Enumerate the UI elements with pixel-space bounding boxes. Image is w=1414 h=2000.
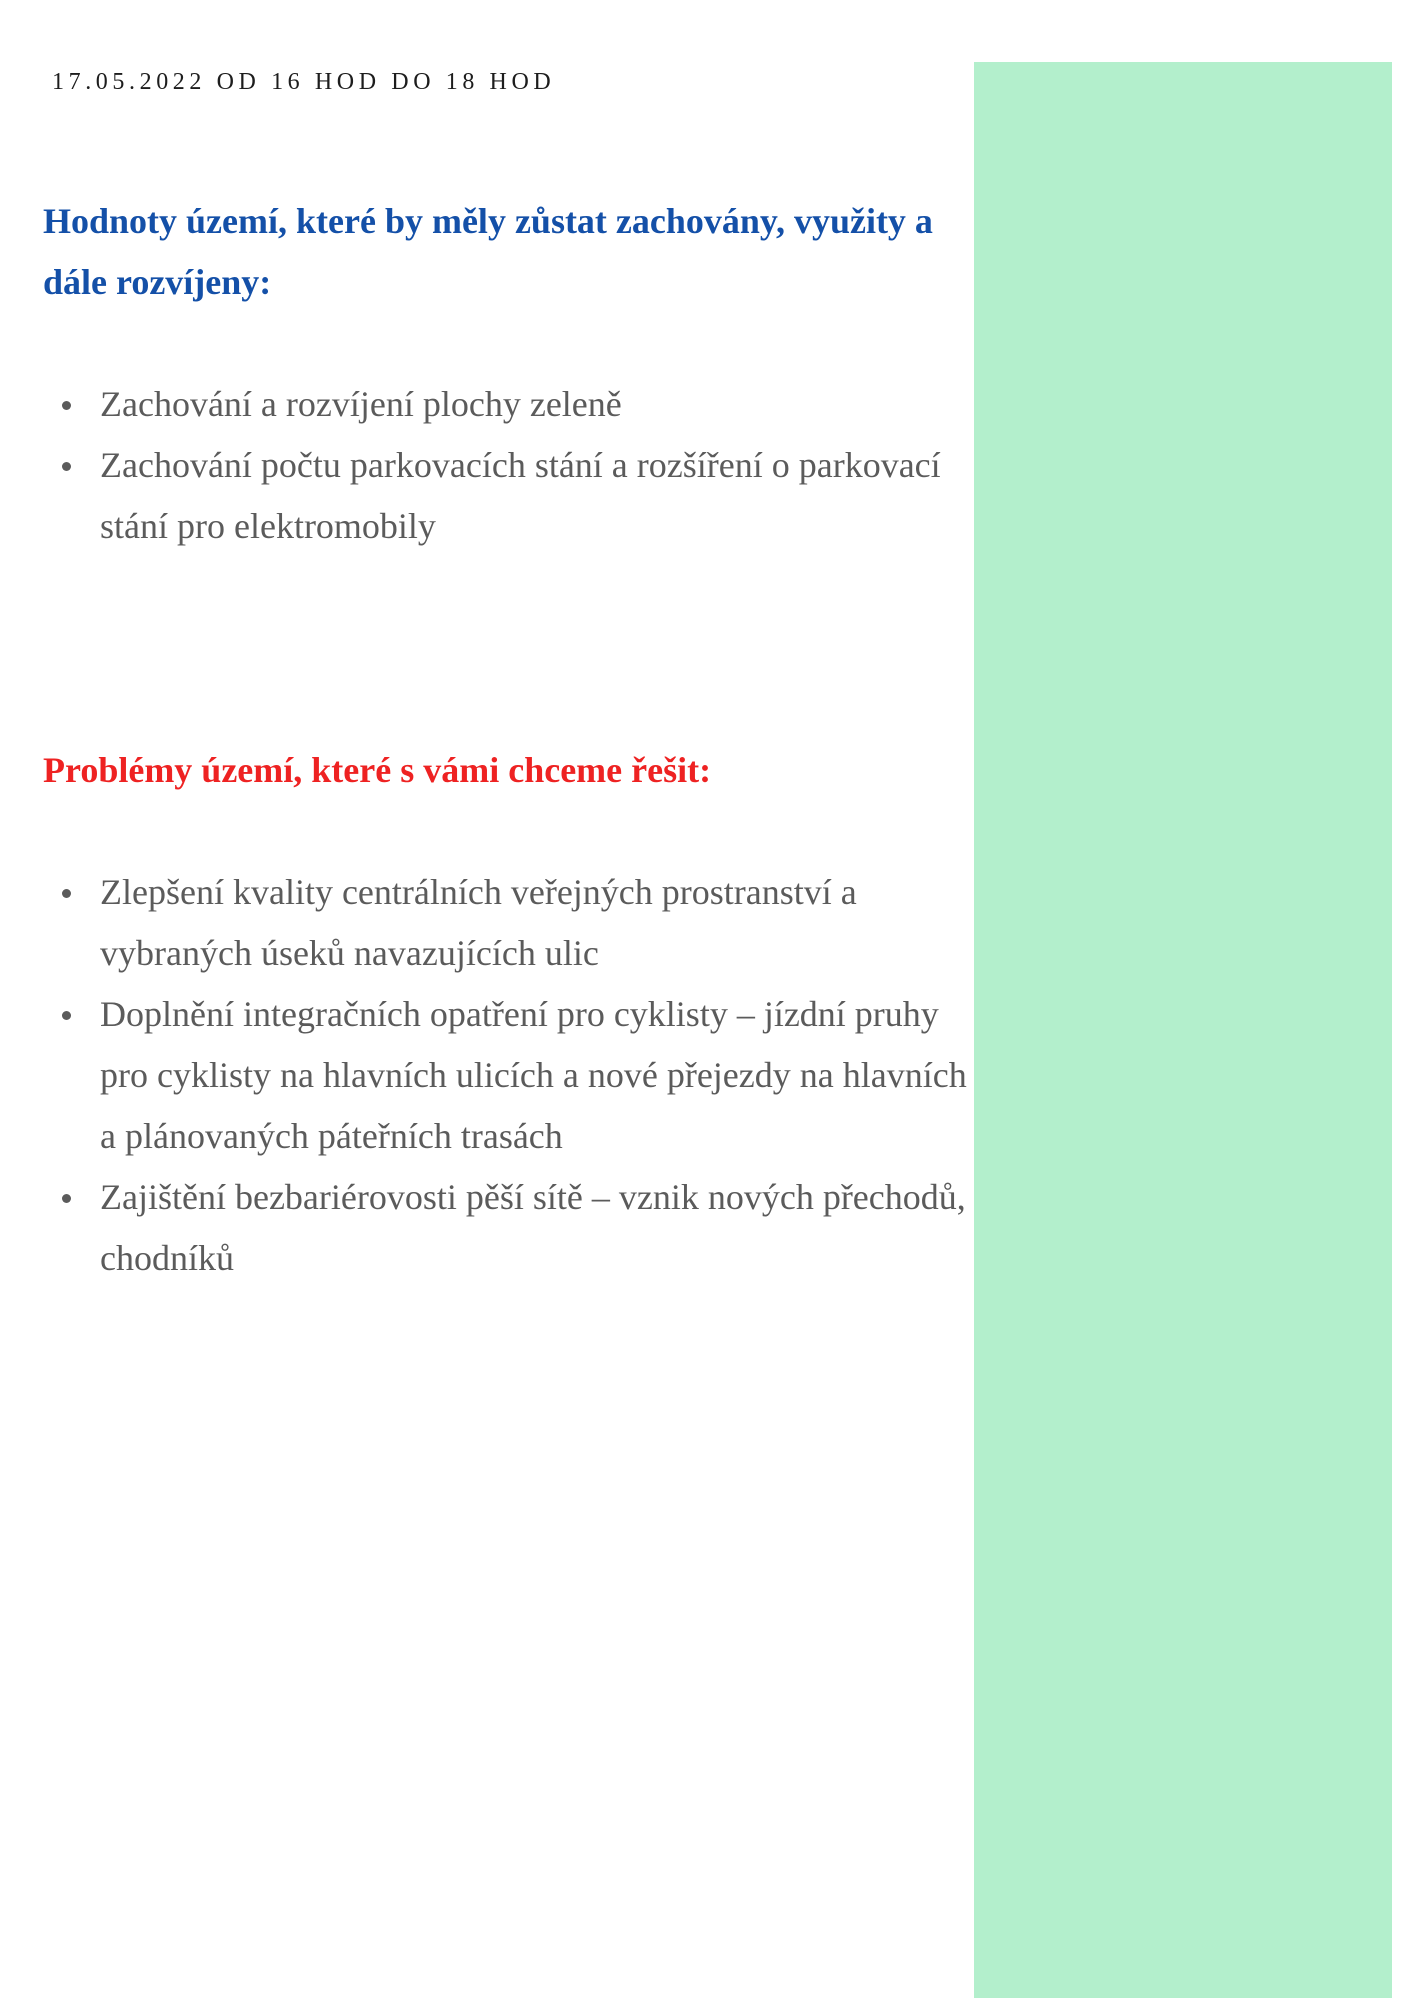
list-item (58, 984, 978, 1167)
side-decorative-panel (974, 62, 1392, 1998)
list-item-text: Zachování a rozvíjení plochy zeleně (100, 384, 622, 424)
bullet-icon (62, 889, 71, 898)
list-item-text: Doplnění integračních opatření pro cyklisty – jízdní pruhy pro cyklisty na hlavních ulicích a nové přejezdy na hlavních a plánovaných páteřních trasách (100, 994, 967, 1156)
list-item-text: Zachování počtu parkovacích stání a rozšíření o parkovací stání pro elektromobily (100, 445, 941, 546)
list-item (58, 435, 978, 557)
problems-heading: Problémy území, které s vámi chceme řešit: (43, 750, 712, 790)
bullet-icon (62, 401, 71, 410)
list-item (58, 862, 978, 984)
values-heading: Hodnoty území, které by měly zůstat zachovány, využity a dále rozvíjeny: (43, 201, 933, 302)
list-item (58, 1167, 978, 1289)
list-item (58, 374, 978, 435)
list-item-text: Zlepšení kvality centrálních veřejných prostranství a vybraných úseků navazujících ulic (100, 872, 857, 973)
bullet-icon (62, 1194, 71, 1203)
problems-list (58, 862, 978, 1289)
bullet-icon (62, 1011, 71, 1020)
event-date-line: 17.05.2022 OD 16 HOD DO 18 HOD (52, 69, 556, 95)
bullet-icon (62, 462, 71, 471)
list-item-text: Zajištění bezbariérovosti pěší sítě – vznik nových přechodů, chodníků (100, 1177, 966, 1278)
values-list (58, 374, 978, 557)
